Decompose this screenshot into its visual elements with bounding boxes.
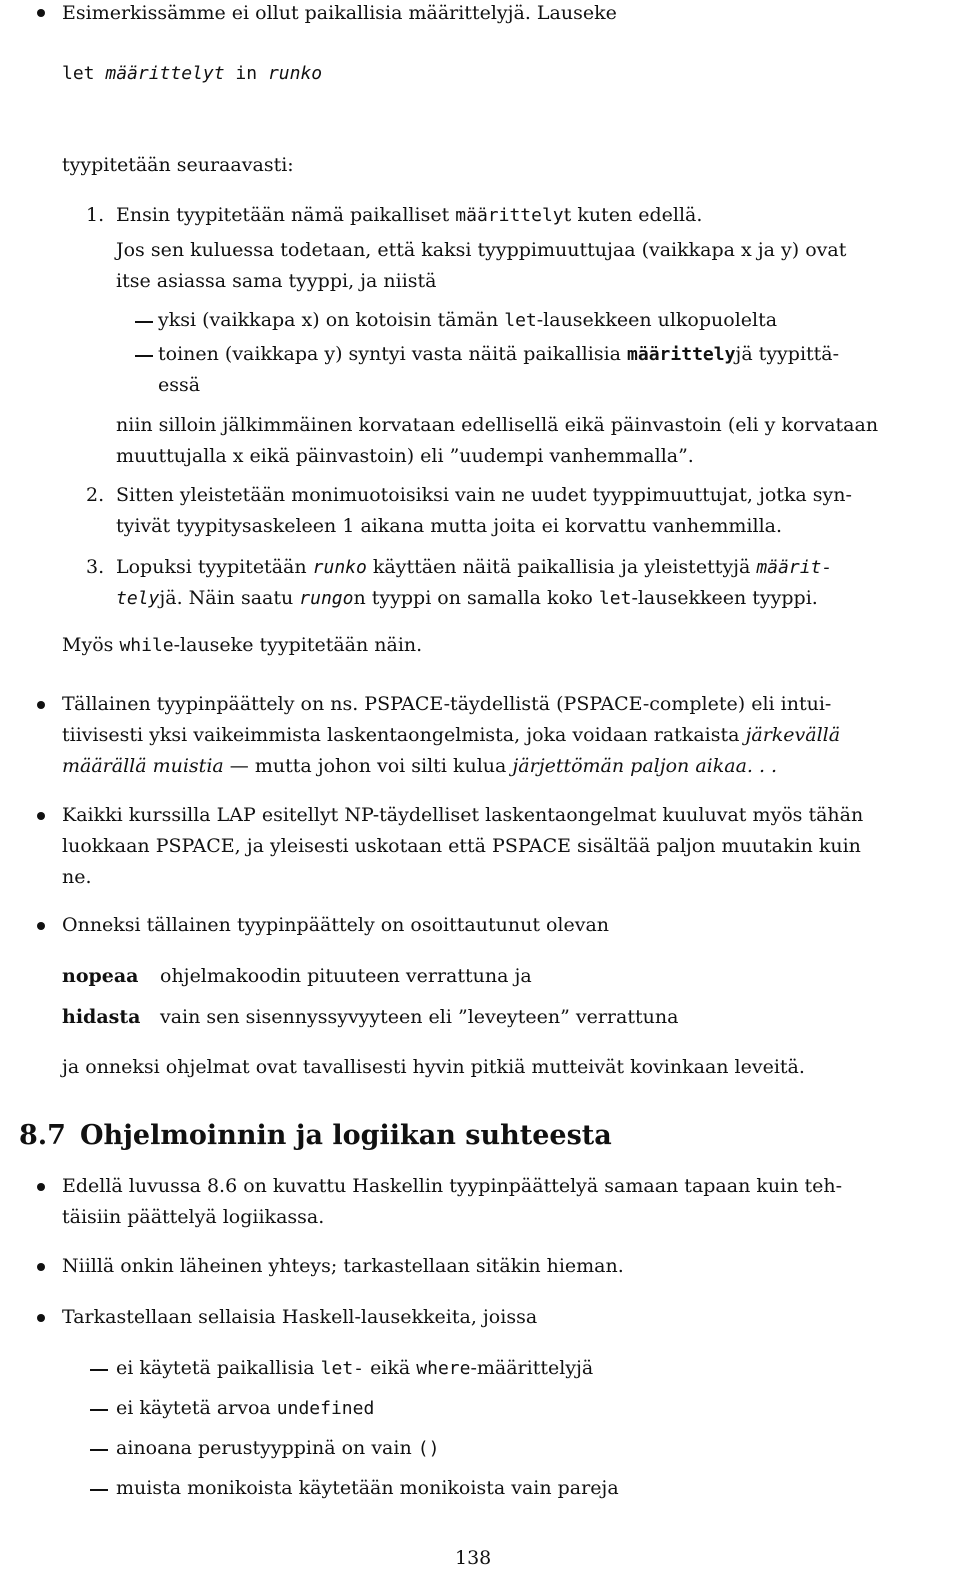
text-line: tiivisesti yksi vaikeimmista laskentaongelmista, joka voidaan ratkaista järkevällä — [62, 724, 841, 746]
page-number: 138 — [455, 1547, 492, 1569]
bullet — [37, 701, 45, 709]
dash-marker — [90, 1409, 108, 1411]
term-slow: hidasta — [62, 1006, 141, 1028]
code-line: let määrittelyt in runko — [62, 63, 323, 84]
text-line: ainoana perustyyppinä on vain () — [116, 1437, 440, 1459]
text-line: luokkaan PSPACE, ja yleisesti uskotaan että PSPACE sisältää paljon muutakin kuin — [62, 835, 861, 857]
step-number: 1. — [86, 204, 105, 226]
text-line: ei käytetä paikallisia let- eikä where-määrittelyjä — [116, 1357, 594, 1379]
text-line: ja onneksi ohjelmat ovat tavallisesti hyvin pitkiä mutteivät kovinkaan leveitä. — [62, 1056, 805, 1078]
bullet — [37, 1263, 45, 1271]
text-line: Edellä luvussa 8.6 on kuvattu Haskellin tyypinpäättelyä samaan tapaan kuin teh- — [62, 1175, 843, 1197]
text-line: essä — [158, 374, 201, 396]
text-line: yksi (vaikkapa x) on kotoisin tämän let-lausekkeen ulkopuolelta — [158, 309, 778, 331]
bullet — [37, 812, 45, 820]
text-line: Esimerkissämme ei ollut paikallisia määrittelyjä. Lauseke — [62, 2, 617, 24]
text-line: vain sen sisennyssyvyyteen eli ”leveyteen” verrattuna — [160, 1006, 679, 1028]
dash-marker — [90, 1369, 108, 1371]
bullet — [37, 9, 45, 17]
step-number: 2. — [86, 484, 105, 506]
text-line: ohjelmakoodin pituuteen verrattuna ja — [160, 965, 532, 987]
section-title: Ohjelmoinnin ja logiikan suhteesta — [80, 1120, 612, 1151]
term-fast: nopeaa — [62, 965, 139, 987]
dash-marker — [90, 1489, 108, 1491]
dash-marker — [135, 321, 153, 323]
text-line: Niillä onkin läheinen yhteys; tarkastellaan sitäkin hieman. — [62, 1255, 624, 1277]
dash-marker — [90, 1449, 108, 1451]
text-line: Sitten yleistetään monimuotoisiksi vain ne uudet tyyppimuuttujat, jotka syn- — [116, 484, 852, 506]
text-line: muista monikoista käytetään monikoista vain pareja — [116, 1477, 619, 1499]
dash-marker — [135, 355, 153, 357]
text-line: toinen (vaikkapa y) syntyi vasta näitä paikallisia määrittelyjä tyypittä- — [158, 343, 840, 365]
text-line: Tarkastellaan sellaisia Haskell-lausekkeita, joissa — [62, 1306, 538, 1328]
text-line: Onneksi tällainen tyypinpäättely on osoittautunut olevan — [62, 914, 610, 936]
bullet — [37, 1183, 45, 1191]
text-line: Ensin tyypitetään nämä paikalliset määrittelyt kuten edellä. — [116, 204, 703, 226]
text-line: telyjä. Näin saatu rungon tyyppi on samalla koko let-lausekkeen tyyppi. — [116, 587, 818, 609]
text-line: ne. — [62, 866, 92, 888]
text-line: itse asiassa sama tyyppi, ja niistä — [116, 270, 437, 292]
text-line: Myös while-lauseke tyypitetään näin. — [62, 634, 423, 656]
text-line: täisiin päättelyä logiikassa. — [62, 1206, 325, 1228]
section-number: 8.7 — [19, 1120, 66, 1151]
text-line: tyypitetään seuraavasti: — [62, 154, 294, 176]
text-line: Kaikki kurssilla LAP esitellyt NP-täydelliset laskentaongelmat kuuluvat myös tähän — [62, 804, 864, 826]
text-line: ei käytetä arvoa undefined — [116, 1397, 375, 1419]
bullet — [37, 1314, 45, 1322]
text-line: Jos sen kuluessa todetaan, että kaksi tyyppimuuttujaa (vaikkapa x ja y) ovat — [116, 239, 847, 261]
text-line: muuttujalla x eikä päinvastoin) eli ”uudempi vanhemmalla”. — [116, 445, 694, 467]
step-number: 3. — [86, 556, 105, 578]
text-line: tyivät tyypitysaskeleen 1 aikana mutta joita ei korvattu vanhemmilla. — [116, 515, 783, 537]
text-line: Lopuksi tyypitetään runko käyttäen näitä paikallisia ja yleistettyjä määrit- — [116, 556, 833, 578]
bullet — [37, 922, 45, 930]
text-line: niin silloin jälkimmäinen korvataan edellisellä eikä päinvastoin (eli y korvataan — [116, 414, 879, 436]
text-line: määrällä muistia — mutta johon voi silti kulua järjettömän paljon aikaa. . . — [62, 755, 778, 777]
text-line: Tällainen tyypinpäättely on ns. PSPACE-täydellistä (PSPACE-complete) eli intui- — [62, 693, 832, 715]
